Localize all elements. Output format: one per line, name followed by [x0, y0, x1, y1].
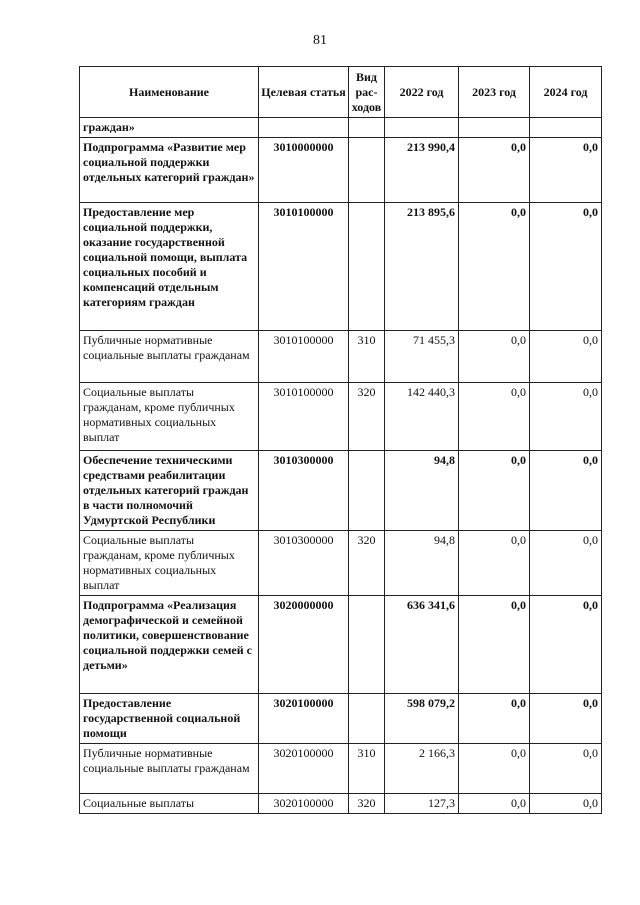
row-value-2022	[385, 118, 459, 138]
row-target-code: 3010000000	[259, 138, 349, 203]
row-expense-type	[349, 138, 385, 203]
row-value-2022: 127,3	[385, 794, 459, 814]
row-value-2023: 0,0	[459, 203, 530, 331]
row-expense-type	[349, 451, 385, 531]
row-value-2024: 0,0	[530, 383, 602, 451]
table-header-row	[80, 67, 602, 118]
row-value-2023: 0,0	[459, 744, 530, 794]
row-value-2023: 0,0	[459, 138, 530, 203]
row-target-code: 3010300000	[259, 451, 349, 531]
row-value-2022: 2 166,3	[385, 744, 459, 794]
row-value-2024: 0,0	[530, 138, 602, 203]
row-value-2023: 0,0	[459, 794, 530, 814]
row-expense-type	[349, 118, 385, 138]
row-value-2024: 0,0	[530, 531, 602, 596]
row-target-code: 3020000000	[259, 596, 349, 694]
row-value-2022: 636 341,6	[385, 596, 459, 694]
page-number: 81	[313, 33, 327, 48]
table-row	[80, 383, 602, 451]
header-vid: Вид рас-ходов	[349, 67, 385, 118]
row-name: Подпрограмма «Реализация демографической и семейной политики, совершенствование социальной поддержки семей с детьми»	[80, 596, 259, 694]
table-row	[80, 451, 602, 531]
row-value-2023: 0,0	[459, 383, 530, 451]
row-value-2023: 0,0	[459, 451, 530, 531]
row-target-code: 3010100000	[259, 383, 349, 451]
row-name: Социальные выплаты гражданам, кроме публичных нормативных социальных выплат	[80, 383, 259, 451]
row-target-code: 3020100000	[259, 694, 349, 744]
row-name: Социальные выплаты гражданам, кроме публичных нормативных социальных выплат	[80, 531, 259, 596]
row-expense-type: 310	[349, 331, 385, 383]
table-row	[80, 203, 602, 331]
table-row	[80, 531, 602, 596]
row-name: Предоставление государственной социальной помощи	[80, 694, 259, 744]
row-name: Публичные нормативные социальные выплаты гражданам	[80, 331, 259, 383]
row-value-2022: 94,8	[385, 531, 459, 596]
table-row	[80, 694, 602, 744]
row-name: Обеспечение техническими средствами реабилитации отдельных категорий граждан в части полномочий Удмуртской Республики	[80, 451, 259, 531]
row-value-2024	[530, 118, 602, 138]
row-target-code: 3010100000	[259, 331, 349, 383]
row-value-2022: 213 895,6	[385, 203, 459, 331]
row-name: Предоставление мер социальной поддержки, оказание государственной социальной помощи, выплата социальных пособий и компенсаций отдельным категориям граждан	[80, 203, 259, 331]
table-row	[80, 331, 602, 383]
header-2024: 2024 год	[530, 67, 602, 118]
budget-table	[79, 66, 602, 814]
row-expense-type	[349, 203, 385, 331]
row-name: Социальные выплаты	[80, 794, 259, 814]
header-name: Наименование	[80, 67, 259, 118]
header-target: Целевая статья	[259, 67, 349, 118]
row-value-2024: 0,0	[530, 451, 602, 531]
row-name: граждан»	[80, 118, 259, 138]
table-row	[80, 744, 602, 794]
header-2023: 2023 год	[459, 67, 530, 118]
row-value-2023	[459, 118, 530, 138]
table-row	[80, 138, 602, 203]
row-value-2022: 213 990,4	[385, 138, 459, 203]
table-body	[80, 118, 602, 814]
row-value-2023: 0,0	[459, 596, 530, 694]
row-expense-type	[349, 596, 385, 694]
row-target-code: 3010300000	[259, 531, 349, 596]
row-value-2024: 0,0	[530, 744, 602, 794]
row-value-2022: 142 440,3	[385, 383, 459, 451]
row-expense-type: 320	[349, 794, 385, 814]
row-expense-type: 320	[349, 383, 385, 451]
row-expense-type	[349, 694, 385, 744]
row-value-2022: 94,8	[385, 451, 459, 531]
row-name: Подпрограмма «Развитие мер социальной поддержки отдельных категорий граждан»	[80, 138, 259, 203]
row-value-2023: 0,0	[459, 694, 530, 744]
row-expense-type: 320	[349, 531, 385, 596]
row-name: Публичные нормативные социальные выплаты гражданам	[80, 744, 259, 794]
row-expense-type: 310	[349, 744, 385, 794]
table-row	[80, 118, 602, 138]
row-value-2024: 0,0	[530, 203, 602, 331]
row-target-code: 3020100000	[259, 744, 349, 794]
table-row	[80, 794, 602, 814]
row-target-code: 3010100000	[259, 203, 349, 331]
row-value-2022: 71 455,3	[385, 331, 459, 383]
row-value-2024: 0,0	[530, 331, 602, 383]
row-value-2022: 598 079,2	[385, 694, 459, 744]
row-value-2023: 0,0	[459, 331, 530, 383]
header-2022: 2022 год	[385, 67, 459, 118]
row-value-2024: 0,0	[530, 596, 602, 694]
row-value-2024: 0,0	[530, 694, 602, 744]
table-row	[80, 596, 602, 694]
row-target-code: 3020100000	[259, 794, 349, 814]
row-value-2024: 0,0	[530, 794, 602, 814]
row-target-code	[259, 118, 349, 138]
row-value-2023: 0,0	[459, 531, 530, 596]
